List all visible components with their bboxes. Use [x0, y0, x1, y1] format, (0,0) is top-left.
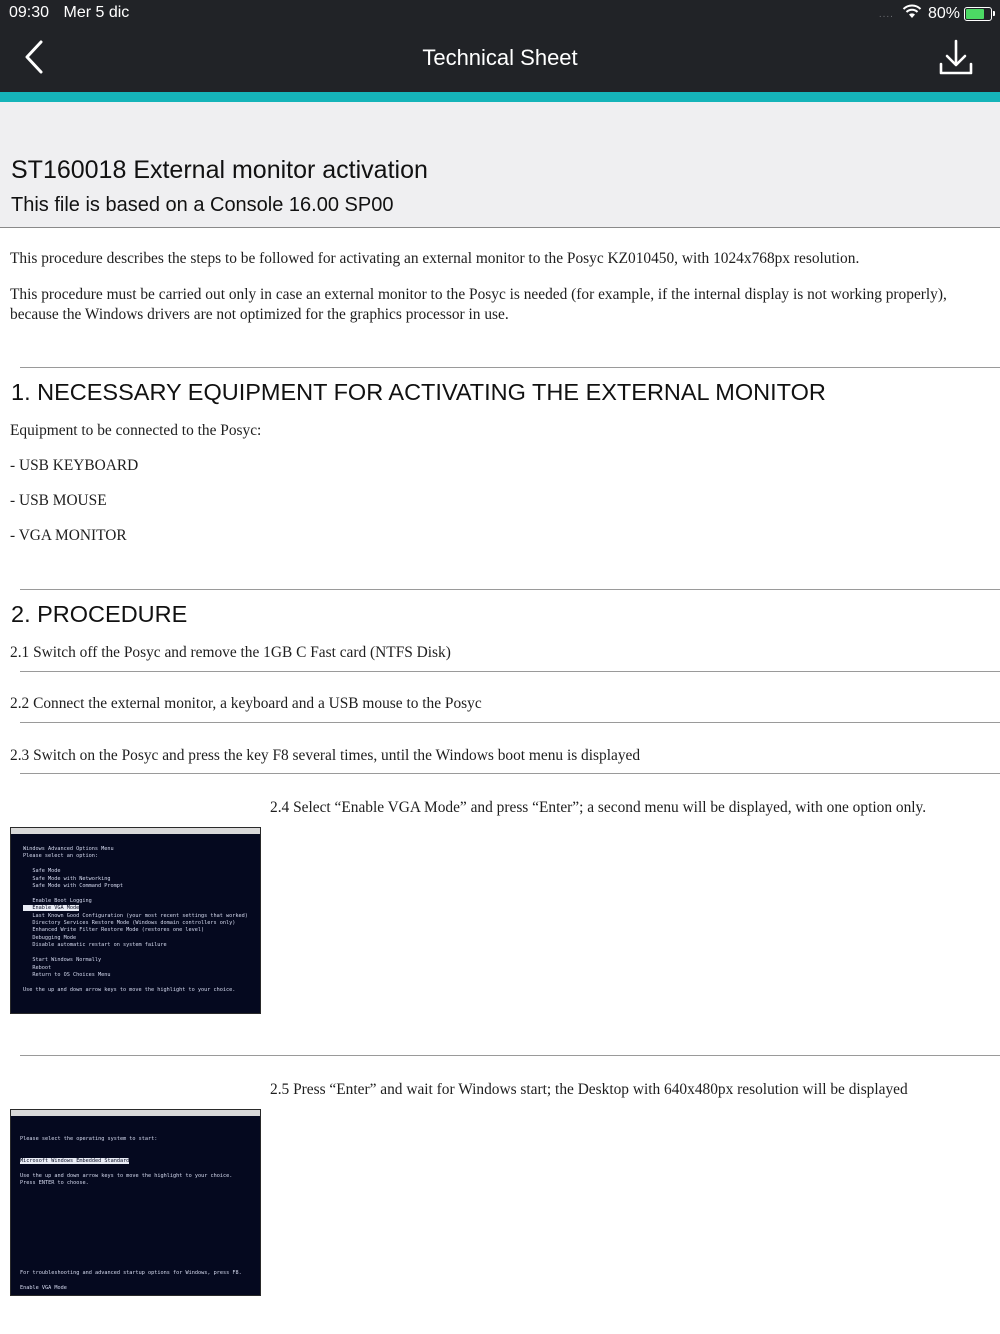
- boot-menu-line: Enable Boot Logging: [23, 897, 92, 904]
- boot-menu-line: Windows Advanced Options Menu: [23, 846, 114, 852]
- divider: [20, 589, 1000, 590]
- equipment-item: - VGA MONITOR: [10, 527, 127, 544]
- boot-menu-line: Safe Mode with Command Prompt: [23, 883, 123, 890]
- document-title: ST160018 External monitor activation: [11, 156, 428, 184]
- boot-menu-photo: [10, 827, 261, 1014]
- document-subtitle: This file is based on a Console 16.00 SP00: [11, 194, 394, 216]
- boot-menu-line: Return to OS Choices Menu: [23, 971, 111, 978]
- os-select-highlight: Microsoft Windows Embedded Standard: [20, 1158, 130, 1164]
- section-1-heading: 1. NECESSARY EQUIPMENT FOR ACTIVATING THE EXTERNAL MONITOR: [11, 379, 826, 405]
- boot-menu-line: Enable VGA Mode: [23, 905, 80, 912]
- divider: [20, 722, 1000, 723]
- status-bar: [0, 0, 1000, 26]
- battery-icon: [964, 7, 992, 21]
- boot-menu-line: Safe Mode: [23, 868, 61, 875]
- boot-menu-line: Please select an option:: [23, 853, 98, 860]
- os-select-photo: [10, 1109, 261, 1296]
- divider: [20, 1055, 1000, 1056]
- boot-menu-line: Last Known Good Configuration (your most recent settings that worked): [23, 912, 248, 919]
- document-header: [0, 102, 1000, 228]
- divider: [20, 671, 1000, 672]
- section-2-heading: 2. PROCEDURE: [11, 601, 188, 627]
- accent-bar: [0, 92, 1000, 102]
- divider: [20, 367, 1000, 368]
- boot-menu-line: Use the up and down arrow keys to move the highlight to your choice.: [23, 986, 236, 993]
- equipment-lead: Equipment to be connected to the Posyc:: [10, 422, 262, 439]
- boot-menu-text: [23, 846, 248, 994]
- os-select-selected: [20, 1158, 129, 1165]
- os-select-line: Use the up and down arrow keys to move the highlight to your choice.: [20, 1173, 233, 1179]
- equipment-item: - USB MOUSE: [10, 492, 107, 509]
- boot-menu-line: Start Windows Normally: [23, 957, 102, 964]
- boot-menu-line: Safe Mode with Networking: [23, 875, 111, 882]
- divider: [20, 773, 1000, 774]
- boot-menu-line: Reboot: [23, 964, 52, 971]
- status-date: Mer 5 dic: [63, 4, 130, 21]
- intro-paragraph-2: This procedure must be carried out only in case an external monitor to the Posyc is needed (for example, if the internal display is not working properly), because the Windows drivers are not optimized for the graphics processor in use.: [10, 286, 947, 323]
- nav-title: Technical Sheet: [422, 45, 578, 70]
- equipment-item: - USB KEYBOARD: [10, 457, 139, 474]
- battery-level: [966, 9, 984, 19]
- os-select-line: Enable VGA Mode: [20, 1285, 67, 1291]
- wifi-icon: [902, 4, 922, 24]
- os-select-line: Please select the operating system to start:: [20, 1136, 158, 1142]
- signal-icon: ....: [878, 8, 894, 20]
- download-icon[interactable]: [936, 38, 976, 78]
- os-select-line: Press ENTER to choose.: [20, 1180, 89, 1186]
- boot-menu-line: Disable automatic restart on system failure: [23, 942, 167, 949]
- procedure-step: 2.2 Connect the external monitor, a keyboard and a USB mouse to the Posyc: [10, 695, 482, 712]
- battery-percentage: 80%: [927, 5, 960, 22]
- os-select-line: For troubleshooting and advanced startup options for Windows, press F8.: [20, 1270, 242, 1276]
- procedure-step: 2.1 Switch off the Posyc and remove the 1GB C Fast card (NTFS Disk): [10, 644, 451, 661]
- nav-bar: [0, 26, 1000, 92]
- boot-menu-line: Debugging Mode: [23, 934, 77, 941]
- procedure-step: 2.3 Switch on the Posyc and press the key F8 several times, until the Windows boot menu is displayed: [10, 747, 641, 764]
- intro-paragraph-1: This procedure describes the steps to be followed for activating an external monitor to the Posyc KZ010450, with 1024x768px resolution.: [10, 250, 860, 267]
- procedure-step: 2.5 Press “Enter” and wait for Windows start; the Desktop with 640x480px resolution will be displayed: [270, 1081, 908, 1098]
- status-time: 09:30: [9, 4, 50, 21]
- procedure-step: 2.4 Select “Enable VGA Mode” and press “Enter”; a second menu will be displayed, with one option only.: [270, 799, 927, 816]
- boot-menu-line: Enhanced Write Filter Restore Mode (restores one level): [23, 927, 205, 934]
- boot-menu-line: Directory Services Restore Mode (Windows domain controllers only): [23, 920, 236, 927]
